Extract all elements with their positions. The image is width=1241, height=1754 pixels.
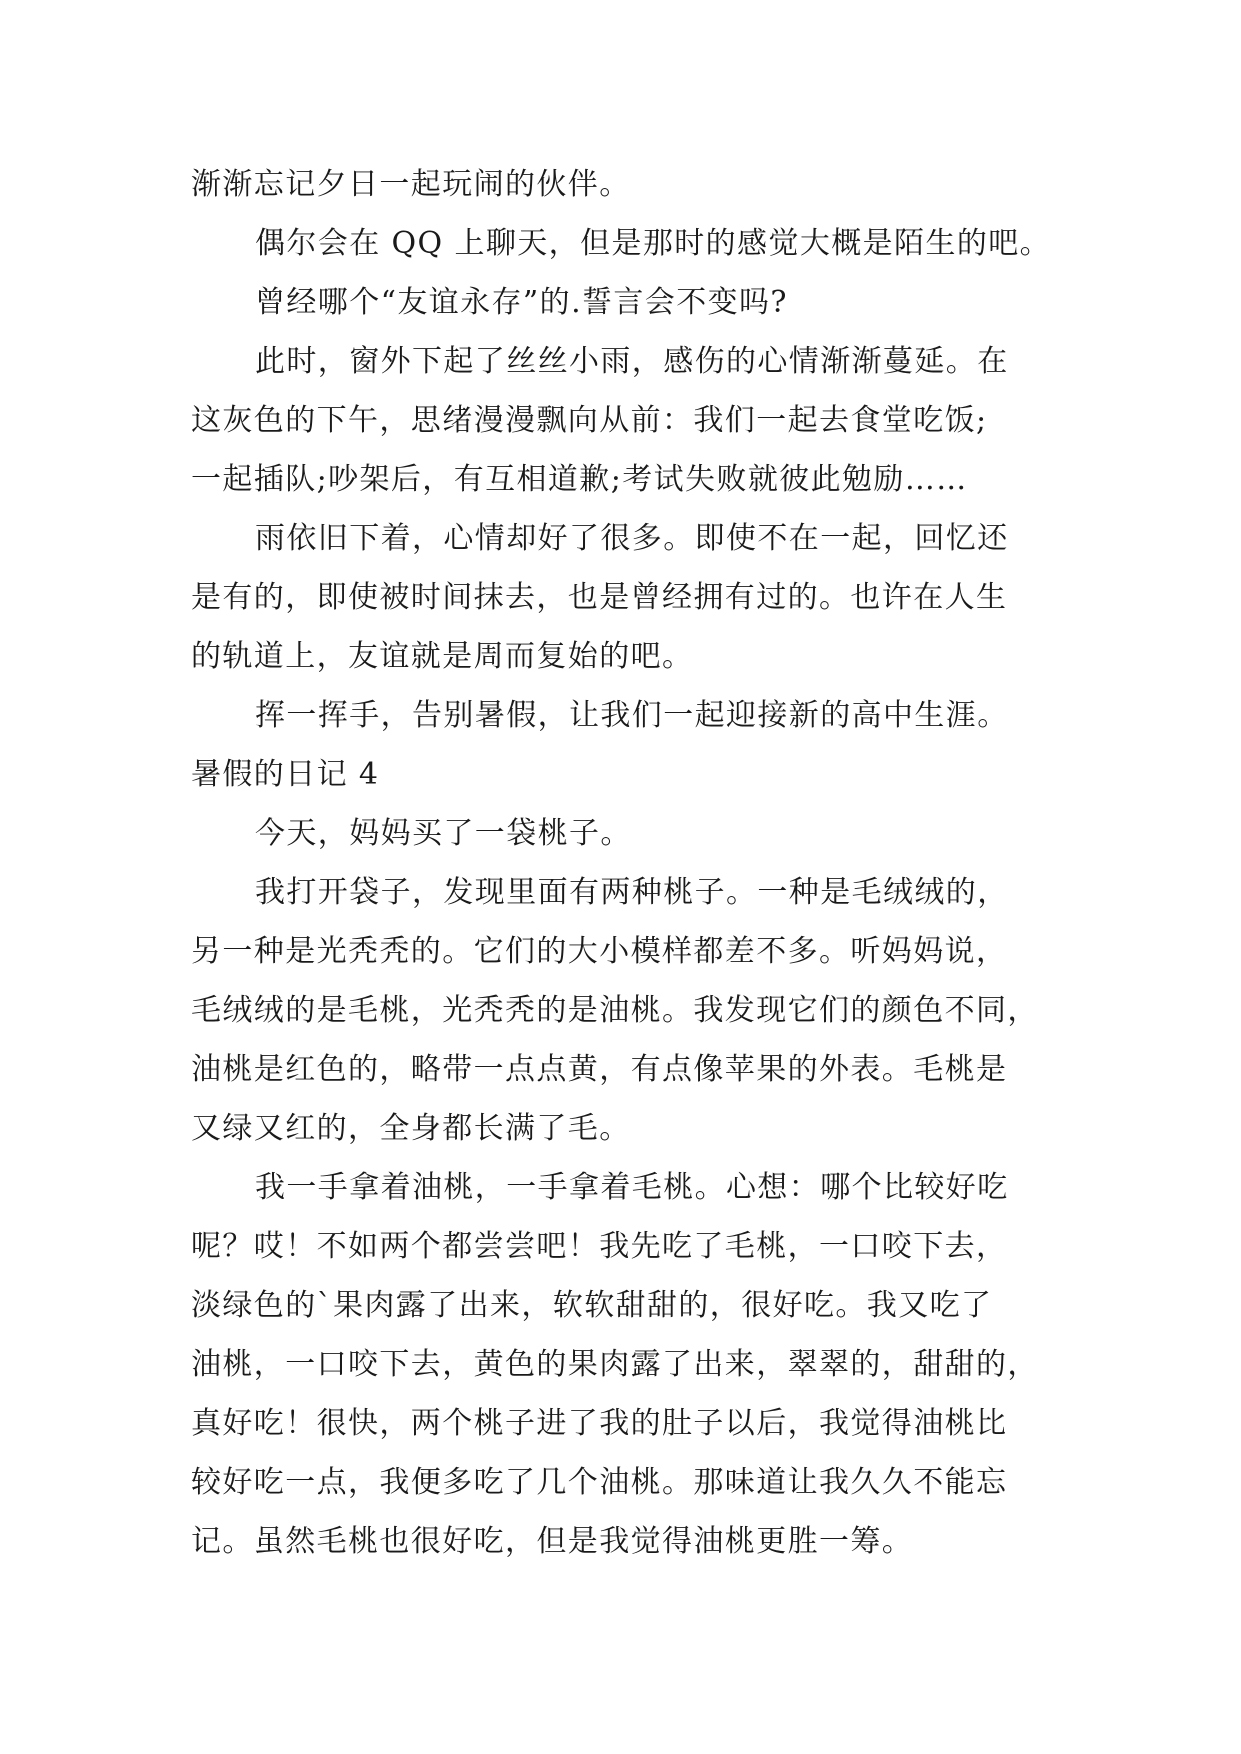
text-line: 油桃是红色的，略带一点点黄，有点像苹果的外表。毛桃是 [191, 1052, 1008, 1087]
text-line: 曾经哪个“友谊永存”的.誓言会不变吗? [255, 285, 788, 320]
text-line: 挥一挥手，告别暑假，让我们一起迎接新的高中生涯。 [255, 698, 1009, 733]
text-line: 我打开袋子，发现里面有两种桃子。一种是毛绒绒的， [255, 875, 1009, 910]
text-line: 淡绿色的`果肉露了出来，软软甜甜的，很好吃。我又吃了 [191, 1288, 993, 1323]
text-line: 渐渐忘记夕日一起玩闹的伙伴。 [191, 167, 631, 202]
text-line: 今天，妈妈买了一袋桃子。 [255, 816, 632, 851]
text-line: 真好吃！很快，两个桃子进了我的肚子以后，我觉得油桃比 [191, 1406, 1008, 1441]
text-line: 记。虽然毛桃也很好吃，但是我觉得油桃更胜一筹。 [191, 1524, 914, 1559]
text-line: 较好吃一点，我便多吃了几个油桃。那味道让我久久不能忘 [191, 1465, 1008, 1500]
text-line: 又绿又红的，全身都长满了毛。 [191, 1111, 631, 1146]
text-line: 这灰色的下午，思绪漫漫飘向从前：我们一起去食堂吃饭; [191, 403, 988, 438]
text-line: 另一种是光秃秃的。它们的大小模样都差不多。听妈妈说， [191, 934, 1008, 969]
document-body [191, 155, 1081, 1571]
text-line: 的轨道上，友谊就是周而复始的吧。 [191, 639, 694, 674]
text-line: 此时，窗外下起了丝丝小雨，感伤的心情渐渐蔓延。在 [255, 344, 1009, 379]
text-line: 呢？哎！不如两个都尝尝吧！我先吃了毛桃，一口咬下去， [191, 1229, 1008, 1264]
text-line: 是有的，即使被时间抹去，也是曾经拥有过的。也许在人生 [191, 580, 1008, 615]
text-line: 一起插队;吵架后，有互相道歉;考试失败就彼此勉励…… [191, 462, 968, 497]
text-line: 我一手拿着油桃，一手拿着毛桃。心想：哪个比较好吃 [255, 1170, 1009, 1205]
section-heading: 暑假的日记 4 [191, 757, 380, 792]
text-line: 偶尔会在 QQ 上聊天，但是那时的感觉大概是陌生的吧。 [255, 226, 1052, 261]
text-line: 油桃，一口咬下去，黄色的果肉露了出来，翠翠的，甜甜的， [191, 1347, 1039, 1382]
text-line: 毛绒绒的是毛桃，光秃秃的是油桃。我发现它们的颜色不同， [191, 993, 1039, 1028]
text-line: 雨依旧下着，心情却好了很多。即使不在一起，回忆还 [255, 521, 1009, 556]
